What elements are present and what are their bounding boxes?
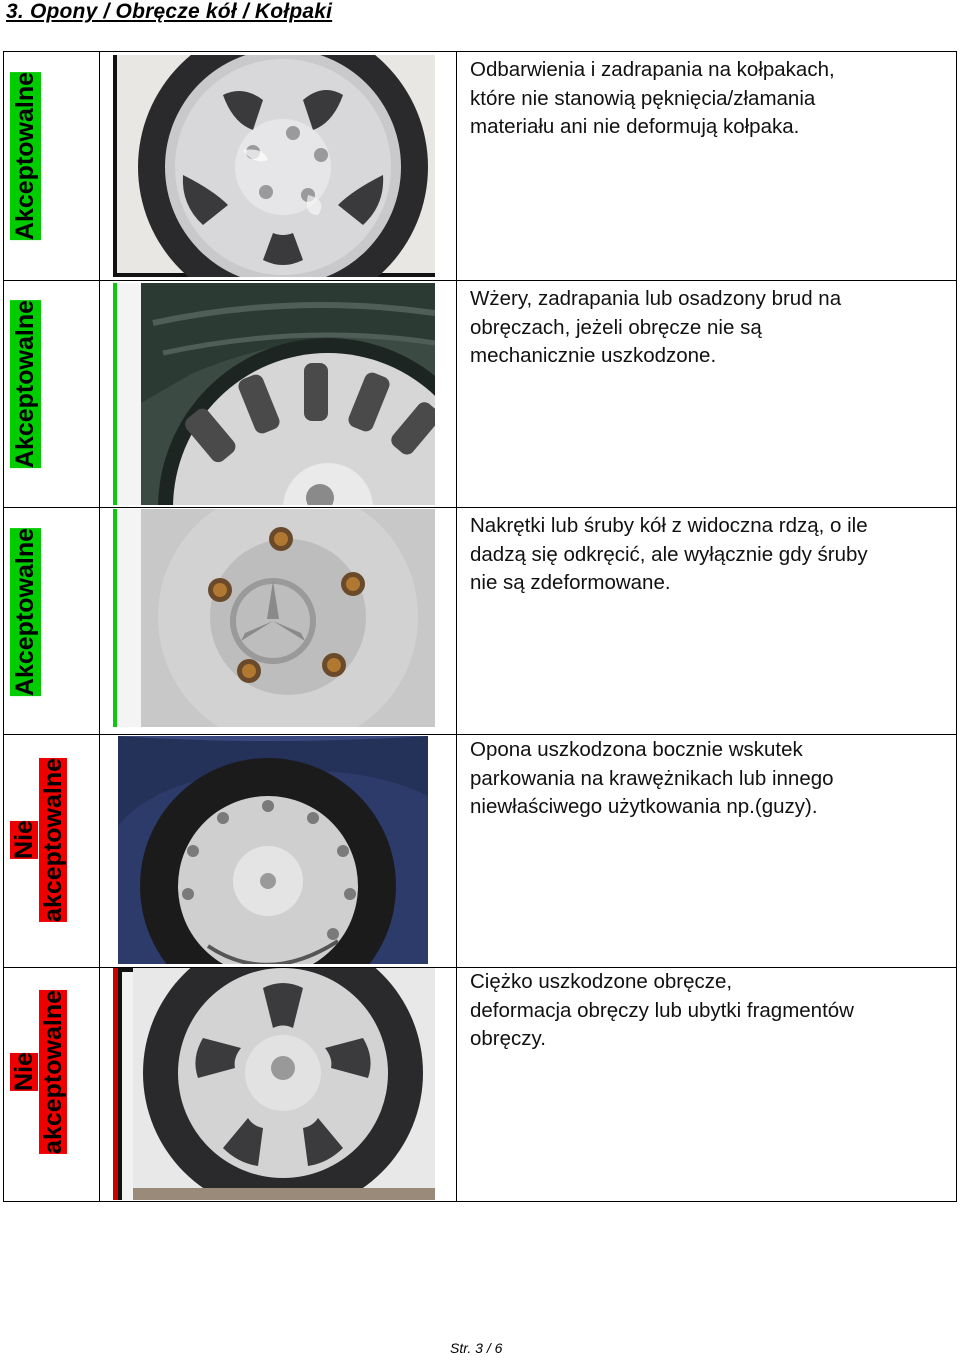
status-acceptable-label: Akceptowalne <box>11 528 39 697</box>
status-not-acceptable-label: Nie akceptowalne <box>10 758 67 922</box>
hubcap-peugeot-icon <box>113 55 435 277</box>
status-acceptable-label: Akceptowalne <box>11 72 39 241</box>
status-acceptable-label: Akceptowalne <box>11 300 39 469</box>
page-number: Str. 3 / 6 <box>450 1340 503 1356</box>
section-title: 3. Opony / Obręcze kół / Kołpaki <box>6 0 333 23</box>
damaged-tire-icon <box>118 736 428 964</box>
row4-description: Opona uszkodzona bocznie wskutek parkowania na krawężnikach lub innego niewłaściwego użytkowania np.(guzy). <box>470 738 834 818</box>
status-not-acceptable-label: Nie akceptowalne <box>10 990 67 1154</box>
hubcap-tire-icon <box>113 283 435 505</box>
damaged-hubcap-icon <box>113 968 435 1200</box>
row3-description: Nakrętki lub śruby kół z widoczna rdzą, o ile dadzą się odkręcić, ale wyłącznie gdy śruby nie są zdeformowane. <box>470 514 868 594</box>
row5-description: Ciężko uszkodzone obręcze, deformacja obręczy lub ubytki fragmentów obręczy. <box>470 970 854 1050</box>
hubcap-mercedes-icon <box>113 509 435 727</box>
row2-description: Wżery, zadrapania lub osadzony brud na obręczach, jeżeli obręcze nie są mechanicznie uszkodzone. <box>470 287 842 367</box>
row1-description: Odbarwienia i zadrapania na kołpakach, które nie stanowią pęknięcia/złamania materiału ani nie deformują kołpaka. <box>470 58 835 138</box>
